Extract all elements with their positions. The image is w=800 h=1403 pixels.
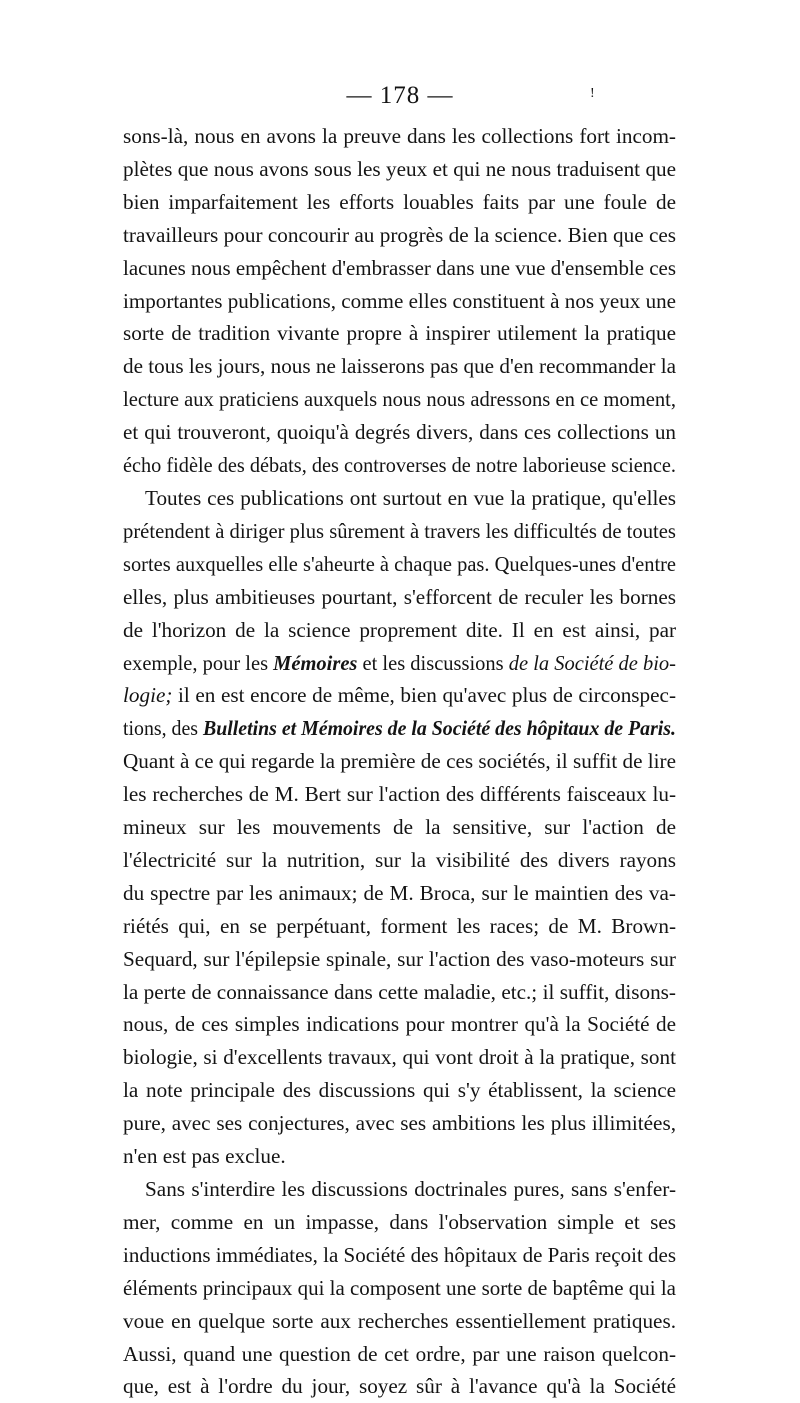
text-line: lacunes nous empêchent d'embrasser dans une vue d'ensemble ces [123,255,677,280]
text-line: biologie, si d'excellents travaux, qui vont droit à la pratique, sont [123,1045,676,1070]
text-line: riétés qui, en se perpétuant, forment les races; de M. Brown- [123,913,676,938]
text-run: et les discussions [357,650,509,675]
text-line: sons-là, nous en avons la preuve dans les collections fort incom- [123,124,676,148]
paragraph-2 [123,482,676,1173]
text-run: exemple, pour les [123,650,274,675]
page-number: — 178 — [346,82,454,109]
text-line: et qui trouveront, quoiqu'à degrés divers, dans ces collections un [123,420,677,445]
body-text [123,120,676,1403]
text-line: sortes auxquelles elle s'aheurte à chaque pas. Quelques-unes d'entre [123,551,677,576]
text-line-mixed [123,647,676,680]
text-run: il en est encore de même, bien qu'avec plus de circonspec- [172,683,676,708]
margin-mark: ! [590,86,596,101]
text-line: l'électricité sur la nutrition, sur la visibilité des divers rayons [123,847,676,872]
text-line: voue en quelque sorte aux recherches essentiellement pratiques. [123,1308,677,1333]
text-run: tions, des [123,716,203,741]
paragraph-3 [123,1173,676,1403]
text-line: Quant à ce qui regarde la première de ces sociétés, il suffit de lire [123,749,677,774]
text-line: Aussi, quand une question de cet ordre, par une raison quelcon- [123,1341,676,1366]
paragraph-1 [123,120,676,482]
text-line: travailleurs pour concourir au progrès de la science. Bien que ces [123,222,677,247]
text-line: plètes que nous avons sous les yeux et qui ne nous traduisent que [123,156,677,181]
text-line: du spectre par les animaux; de M. Broca, sur le maintien des va- [123,880,676,905]
text-line: nous, de ces simples indications pour montrer qu'à la Société de [123,1012,677,1037]
text-run-bold-italic: Bulletins et Mémoires de la Société des hôpitaux de Paris. [202,716,677,741]
text-line: mineux sur les mouvements de la sensitive, sur l'action de [123,815,677,840]
text-line: sorte de tradition vivante propre à inspirer utilement la pratique [123,321,676,346]
text-run-italic: logie; [123,683,173,708]
text-line: de tous les jours, nous ne laisserons pas que d'en recommander la [123,354,677,379]
text-line: lecture aux praticiens auxquels nous nous adressons en ce moment, [123,387,676,412]
text-line: écho fidèle des débats, des controverses de notre laborieuse science. [123,453,677,478]
text-run-italic: de la Société de bio- [508,650,676,675]
text-line: que, est à l'ordre du jour, soyez sûr à l'avance qu'à la Société [123,1374,677,1399]
text-line: n'en est pas exclue. [123,1144,286,1169]
text-line: la note principale des discussions qui s'y établissent, la science [123,1078,676,1103]
text-line: la perte de connaissance dans cette maladie, etc.; il suffit, disons- [123,979,676,1004]
text-line-mixed [123,679,676,712]
text-line: pure, avec ses conjectures, avec ses ambitions les plus illimitées, [123,1111,676,1136]
text-line: Sequard, sur l'épilepsie spinale, sur l'action des vaso-moteurs sur [123,946,676,971]
text-line: de l'horizon de la science proprement dite. Il en est ainsi, par [123,617,677,642]
text-line: importantes publications, comme elles constituent à nos yeux une [123,288,677,313]
text-run-bold-italic: Mémoires [273,650,358,675]
text-line: inductions immédiates, la Société des hôpitaux de Paris reçoit des [123,1242,677,1267]
text-line: elles, plus ambitieuses pourtant, s'efforcent de reculer les bornes [123,584,677,609]
text-line: mer, comme en un impasse, dans l'observation simple et ses [123,1209,676,1234]
text-line: bien imparfaitement les efforts louables faits par une foule de [123,189,676,214]
text-line: prétendent à diriger plus sûrement à travers les difficultés de toutes [123,518,676,543]
text-line: Toutes ces publications ont surtout en vue la pratique, qu'elles [145,485,676,510]
text-line: éléments principaux qui la composent une sorte de baptême qui la [123,1275,676,1300]
page-header [0,82,800,110]
text-line-mixed [123,712,676,745]
text-line: Sans s'interdire les discussions doctrinales pures, sans s'enfer- [145,1177,676,1201]
text-line: les recherches de M. Bert sur l'action des différents faisceaux lu- [123,782,677,807]
